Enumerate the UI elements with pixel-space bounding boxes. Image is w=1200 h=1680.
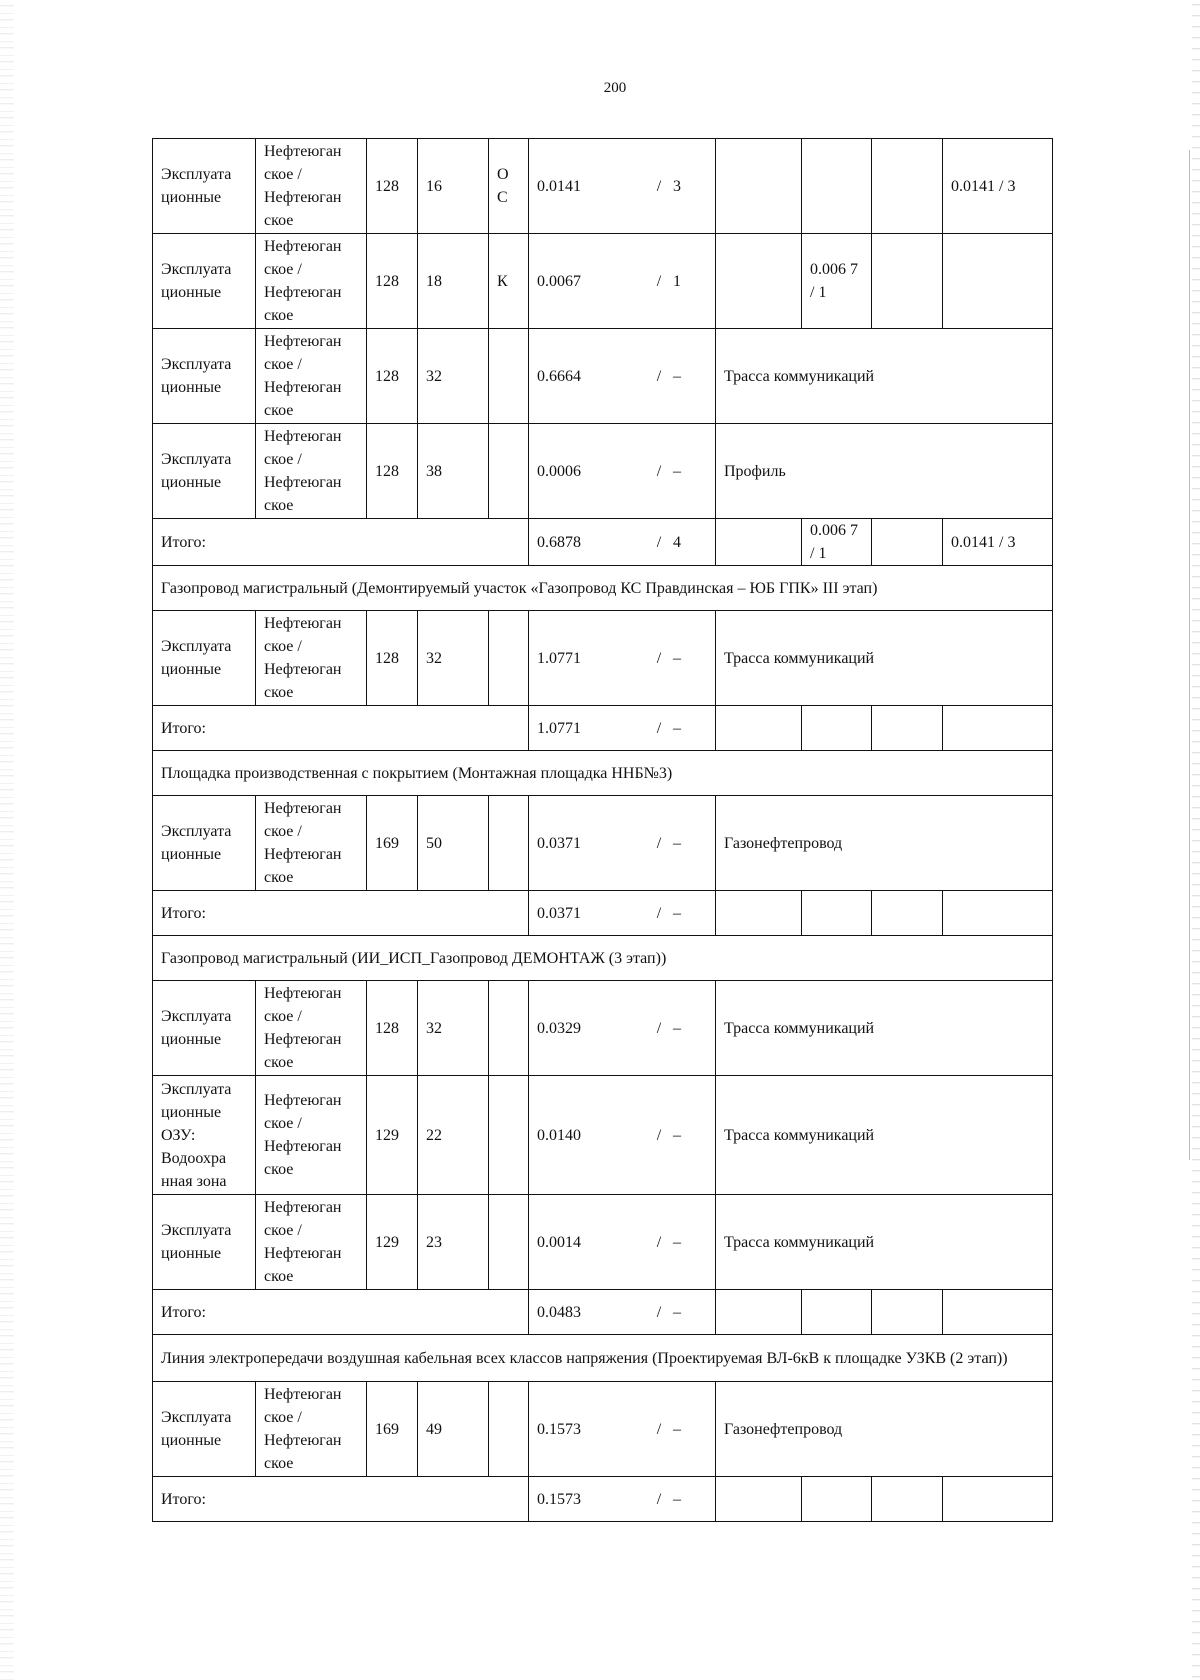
- col-1: [716, 234, 802, 329]
- col-3: [872, 139, 943, 234]
- total-col-1: [716, 891, 802, 936]
- total-col-1: [716, 519, 802, 566]
- field-cell: Нефтеюган ское / Нефтеюган ское: [256, 424, 367, 519]
- purpose-note: Трасса коммуникаций: [716, 1076, 1053, 1195]
- area-value: 0.0371: [537, 834, 581, 852]
- area-value: 0.0006: [537, 462, 581, 480]
- kvartal-cell: 128: [367, 424, 418, 519]
- page-number: 200: [603, 80, 627, 96]
- letter-cell: О С: [489, 139, 529, 234]
- kvartal-cell: 169: [367, 796, 418, 891]
- count-value: 1: [673, 272, 681, 290]
- area-value: 0.0140: [537, 1126, 581, 1144]
- area-separator: /: [656, 272, 662, 290]
- kvartal-cell: 128: [367, 611, 418, 706]
- area-value: 0.0014: [537, 1233, 581, 1251]
- kvartal-cell: 128: [367, 981, 418, 1076]
- letter-cell: К: [489, 234, 529, 329]
- field-cell: Нефтеюган ское / Нефтеюган ское: [256, 1076, 367, 1195]
- total-label: Итого:: [153, 1477, 529, 1522]
- area-separator: /: [656, 904, 662, 922]
- field-cell: Нефтеюган ское / Нефтеюган ское: [256, 234, 367, 329]
- field-cell: Нефтеюган ское / Нефтеюган ское: [256, 796, 367, 891]
- category-cell: Эксплуата ционные: [153, 329, 256, 424]
- kvartal-cell: 128: [367, 329, 418, 424]
- count-value: –: [673, 1126, 681, 1144]
- category-cell: Эксплуата ционные: [153, 1195, 256, 1290]
- area-separator: /: [656, 649, 662, 667]
- section-title: Площадка производственная с покрытием (Монтажная площадка ННБ№3): [153, 751, 1053, 796]
- vydel-cell: 18: [418, 234, 489, 329]
- area-cell: [529, 611, 716, 706]
- kvartal-cell: 129: [367, 1195, 418, 1290]
- letter-cell: [489, 981, 529, 1076]
- category-cell: Эксплуата ционные: [153, 611, 256, 706]
- count-value: 3: [673, 177, 681, 195]
- scan-edge-left: [0, 0, 14, 1680]
- total-col-4: [943, 891, 1053, 936]
- area-value: 0.0067: [537, 272, 581, 290]
- kvartal-cell: 128: [367, 139, 418, 234]
- field-cell: Нефтеюган ское / Нефтеюган ское: [256, 139, 367, 234]
- vydel-cell: 32: [418, 329, 489, 424]
- total-col-3: [872, 891, 943, 936]
- area-cell: [529, 1076, 716, 1195]
- count-value: –: [673, 1019, 681, 1037]
- total-col-4: [943, 1477, 1053, 1522]
- area-cell: [529, 981, 716, 1076]
- purpose-note: Трасса коммуникаций: [716, 611, 1053, 706]
- count-value: –: [673, 462, 681, 480]
- purpose-note: Трасса коммуникаций: [716, 329, 1053, 424]
- total-col-2: [802, 1290, 872, 1335]
- area-separator: /: [656, 719, 662, 737]
- col-4: 0.0141 / 3: [943, 139, 1053, 234]
- kvartal-cell: 128: [367, 234, 418, 329]
- total-label: Итого:: [153, 706, 529, 751]
- vydel-cell: 49: [418, 1382, 489, 1477]
- total-col-1: [716, 1290, 802, 1335]
- area-value: 1.0771: [537, 719, 581, 737]
- total-col-2: [802, 1477, 872, 1522]
- purpose-note: Трасса коммуникаций: [716, 1195, 1053, 1290]
- count-value: –: [673, 367, 681, 385]
- col-4: [943, 234, 1053, 329]
- category-cell: Эксплуата ционные: [153, 981, 256, 1076]
- vydel-cell: 23: [418, 1195, 489, 1290]
- field-cell: Нефтеюган ское / Нефтеюган ское: [256, 329, 367, 424]
- total-col-1: [716, 1477, 802, 1522]
- category-cell: Эксплуата ционные: [153, 234, 256, 329]
- col-1: [716, 139, 802, 234]
- area-separator: /: [656, 1233, 662, 1251]
- area-cell: [529, 1290, 716, 1335]
- area-value: 0.0371: [537, 904, 581, 922]
- category-cell: Эксплуата ционные: [153, 796, 256, 891]
- vydel-cell: 50: [418, 796, 489, 891]
- total-col-4: [943, 706, 1053, 751]
- area-separator: /: [656, 1420, 662, 1438]
- area-cell: [529, 139, 716, 234]
- count-value: –: [673, 1490, 681, 1508]
- purpose-note: Газонефтепровод: [716, 1382, 1053, 1477]
- section-title: Линия электропередачи воздушная кабельная всех классов напряжения (Проектируемая ВЛ-6кВ к площадке УЗКВ (2 этап)): [153, 1335, 1053, 1382]
- count-value: –: [673, 904, 681, 922]
- area-cell: [529, 1477, 716, 1522]
- area-separator: /: [656, 177, 662, 195]
- area-cell: [529, 1382, 716, 1477]
- count-value: –: [673, 649, 681, 667]
- table-body: [153, 139, 1053, 1522]
- total-col-3: [872, 1477, 943, 1522]
- vydel-cell: 32: [418, 981, 489, 1076]
- total-col-2: [802, 706, 872, 751]
- total-label: Итого:: [153, 519, 529, 566]
- count-value: –: [673, 1233, 681, 1251]
- purpose-note: Газонефтепровод: [716, 796, 1053, 891]
- total-label: Итого:: [153, 1290, 529, 1335]
- total-col-3: [872, 1290, 943, 1335]
- area-cell: [529, 1195, 716, 1290]
- count-value: –: [673, 1420, 681, 1438]
- vydel-cell: 38: [418, 424, 489, 519]
- col-3: [872, 234, 943, 329]
- letter-cell: [489, 1076, 529, 1195]
- scan-line-right: [1189, 150, 1190, 1160]
- purpose-note: Профиль: [716, 424, 1053, 519]
- area-cell: [529, 329, 716, 424]
- area-separator: /: [656, 1303, 662, 1321]
- letter-cell: [489, 611, 529, 706]
- category-cell: Эксплуата ционные: [153, 139, 256, 234]
- area-cell: [529, 891, 716, 936]
- area-separator: /: [656, 1126, 662, 1144]
- total-col-4: 0.0141 / 3: [943, 519, 1053, 566]
- letter-cell: [489, 424, 529, 519]
- area-cell: [529, 796, 716, 891]
- total-col-3: [872, 519, 943, 566]
- total-col-1: [716, 706, 802, 751]
- section-title: Газопровод магистральный (ИИ_ИСП_Газопровод ДЕМОНТАЖ (3 этап)): [153, 936, 1053, 981]
- total-label: Итого:: [153, 891, 529, 936]
- section-title: Газопровод магистральный (Демонтируемый участок «Газопровод КС Правдинская – ЮБ ГПК» III этап): [153, 566, 1053, 611]
- area-value: 0.1573: [537, 1420, 581, 1438]
- vydel-cell: 16: [418, 139, 489, 234]
- category-cell: Эксплуата ционные: [153, 424, 256, 519]
- area-cell: [529, 519, 716, 566]
- category-cell: Эксплуата ционные ОЗУ: Водоохра нная зона: [153, 1076, 256, 1195]
- area-separator: /: [656, 462, 662, 480]
- count-value: –: [673, 834, 681, 852]
- count-value: 4: [673, 533, 681, 551]
- total-col-4: [943, 1290, 1053, 1335]
- letter-cell: [489, 1382, 529, 1477]
- letter-cell: [489, 329, 529, 424]
- land-plots-table: [152, 138, 1053, 1522]
- area-separator: /: [656, 533, 662, 551]
- area-separator: /: [656, 1490, 662, 1508]
- area-separator: /: [656, 1019, 662, 1037]
- area-value: 0.0141: [537, 177, 581, 195]
- area-value: 0.6878: [537, 533, 581, 551]
- field-cell: Нефтеюган ское / Нефтеюган ское: [256, 611, 367, 706]
- count-value: –: [673, 719, 681, 737]
- field-cell: Нефтеюган ское / Нефтеюган ское: [256, 981, 367, 1076]
- category-cell: Эксплуата ционные: [153, 1382, 256, 1477]
- field-cell: Нефтеюган ское / Нефтеюган ское: [256, 1195, 367, 1290]
- col-2: [802, 139, 872, 234]
- area-cell: [529, 706, 716, 751]
- col-2: 0.006 7 / 1: [802, 234, 872, 329]
- area-separator: /: [656, 834, 662, 852]
- area-value: 0.6664: [537, 367, 581, 385]
- kvartal-cell: 129: [367, 1076, 418, 1195]
- vydel-cell: 22: [418, 1076, 489, 1195]
- area-cell: [529, 234, 716, 329]
- area-separator: /: [656, 367, 662, 385]
- area-cell: [529, 424, 716, 519]
- total-col-2: [802, 891, 872, 936]
- kvartal-cell: 169: [367, 1382, 418, 1477]
- area-value: 0.0483: [537, 1303, 581, 1321]
- area-value: 1.0771: [537, 649, 581, 667]
- count-value: –: [673, 1303, 681, 1321]
- purpose-note: Трасса коммуникаций: [716, 981, 1053, 1076]
- letter-cell: [489, 1195, 529, 1290]
- total-col-2: 0.006 7 / 1: [802, 519, 872, 566]
- total-col-3: [872, 706, 943, 751]
- scan-edge-right: [1192, 0, 1200, 1680]
- vydel-cell: 32: [418, 611, 489, 706]
- letter-cell: [489, 796, 529, 891]
- field-cell: Нефтеюган ское / Нефтеюган ское: [256, 1382, 367, 1477]
- area-value: 0.0329: [537, 1019, 581, 1037]
- area-value: 0.1573: [537, 1490, 581, 1508]
